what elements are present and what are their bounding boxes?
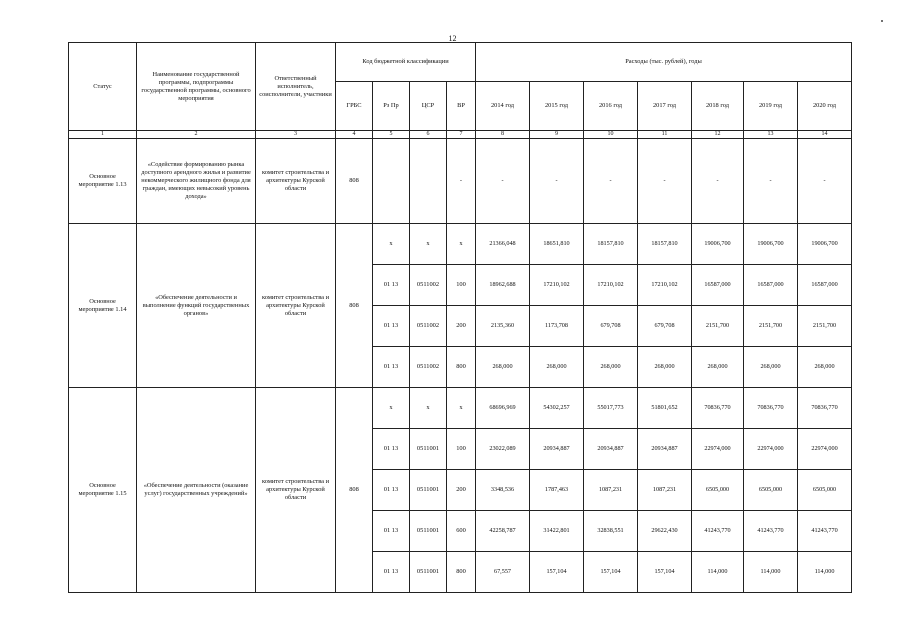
csr-cell: 0511001 — [410, 511, 447, 552]
expense-value-cell: 20934,887 — [638, 429, 692, 470]
header-year-2017: 2017 год — [638, 82, 692, 131]
vr-cell: 800 — [447, 347, 476, 388]
csr-cell: 0511002 — [410, 306, 447, 347]
measure-name-cell: «Обеспечение деятельности (оказание услуг) государственных учреждений» — [137, 388, 256, 593]
header-year-2014: 2014 год — [476, 82, 530, 131]
expense-value-cell: 70836,770 — [744, 388, 798, 429]
column-number: 13 — [744, 131, 798, 139]
rzpr-cell: 01 13 — [373, 306, 410, 347]
expense-value-cell: 114,000 — [744, 552, 798, 593]
csr-cell — [410, 139, 447, 224]
column-number: 9 — [530, 131, 584, 139]
header-code-rzpr: Рз Пр — [373, 82, 410, 131]
expense-value-cell: 268,000 — [798, 347, 852, 388]
grbs-cell: 808 — [336, 224, 373, 388]
expense-value-cell: 41243,770 — [744, 511, 798, 552]
expense-value-cell: 22974,000 — [798, 429, 852, 470]
expense-value-cell: 1087,231 — [584, 470, 638, 511]
expense-value-cell: 23022,089 — [476, 429, 530, 470]
csr-cell: 0511002 — [410, 265, 447, 306]
header-year-2016: 2016 год — [584, 82, 638, 131]
expense-value-cell: 32838,551 — [584, 511, 638, 552]
column-number: 11 — [638, 131, 692, 139]
expense-value-cell: 22974,000 — [692, 429, 744, 470]
table-row — [69, 139, 852, 224]
expense-value-cell: - — [476, 139, 530, 224]
header-budget-code-group: Код бюджетной классификации — [336, 43, 476, 82]
column-number: 10 — [584, 131, 638, 139]
expense-value-cell: 679,708 — [638, 306, 692, 347]
responsible-cell: комитет строительства и архитектуры Курской области — [256, 388, 336, 593]
expense-value-cell: 54302,257 — [530, 388, 584, 429]
header-row-1 — [69, 43, 852, 82]
rzpr-cell: 01 13 — [373, 429, 410, 470]
expense-value-cell: 16587,000 — [744, 265, 798, 306]
expense-value-cell: 6505,000 — [798, 470, 852, 511]
expense-value-cell: 70836,770 — [692, 388, 744, 429]
expense-value-cell: 18157,810 — [584, 224, 638, 265]
expense-value-cell: 268,000 — [744, 347, 798, 388]
expense-value-cell: 22974,000 — [744, 429, 798, 470]
expense-value-cell: 2151,700 — [692, 306, 744, 347]
expense-value-cell: 17210,102 — [638, 265, 692, 306]
rzpr-cell: 01 13 — [373, 347, 410, 388]
expense-value-cell: 31422,801 — [530, 511, 584, 552]
expense-value-cell: 19006,700 — [744, 224, 798, 265]
expense-value-cell: - — [530, 139, 584, 224]
header-code-vr: ВР — [447, 82, 476, 131]
expense-value-cell: 19006,700 — [692, 224, 744, 265]
expense-value-cell: 55017,773 — [584, 388, 638, 429]
expense-value-cell: 51801,652 — [638, 388, 692, 429]
csr-cell: 0511002 — [410, 347, 447, 388]
expense-value-cell: - — [638, 139, 692, 224]
expense-value-cell: 268,000 — [638, 347, 692, 388]
expense-value-cell: 114,000 — [798, 552, 852, 593]
expense-value-cell: 20934,887 — [530, 429, 584, 470]
csr-cell: х — [410, 224, 447, 265]
header-code-csr: ЦСР — [410, 82, 447, 131]
vr-cell: х — [447, 224, 476, 265]
vr-cell: 200 — [447, 306, 476, 347]
expense-value-cell: 2135,360 — [476, 306, 530, 347]
expense-value-cell: 2151,700 — [744, 306, 798, 347]
grbs-cell: 808 — [336, 139, 373, 224]
expense-value-cell: 18962,688 — [476, 265, 530, 306]
header-expenses-group: Расходы (тыс. рублей), годы — [476, 43, 852, 82]
header-responsible: Ответственный исполнитель, соисполнители, участники — [256, 43, 336, 131]
csr-cell: х — [410, 388, 447, 429]
expense-value-cell: 41243,770 — [798, 511, 852, 552]
header-year-2018: 2018 год — [692, 82, 744, 131]
expense-value-cell: 16587,000 — [692, 265, 744, 306]
expense-value-cell: - — [692, 139, 744, 224]
vr-cell: 200 — [447, 470, 476, 511]
expense-value-cell: 157,104 — [638, 552, 692, 593]
scan-speck — [881, 20, 883, 22]
expense-value-cell: 17210,102 — [530, 265, 584, 306]
expense-value-cell: 42258,787 — [476, 511, 530, 552]
vr-cell: х — [447, 388, 476, 429]
status-cell: Основное мероприятие 1.15 — [69, 388, 137, 593]
responsible-cell: комитет строительства и архитектуры Курской области — [256, 224, 336, 388]
expense-value-cell: 20934,887 — [584, 429, 638, 470]
rzpr-cell: 01 13 — [373, 511, 410, 552]
header-year-2019: 2019 год — [744, 82, 798, 131]
header-code-grbs: ГРБС — [336, 82, 373, 131]
header-name: Наименование государственной программы, подпрограммы государственной программы, основного мероприятия — [137, 43, 256, 131]
expense-value-cell: 1173,708 — [530, 306, 584, 347]
expense-value-cell: 157,104 — [584, 552, 638, 593]
rzpr-cell: 01 13 — [373, 470, 410, 511]
csr-cell: 0511001 — [410, 552, 447, 593]
header-year-2020: 2020 год — [798, 82, 852, 131]
column-number: 4 — [336, 131, 373, 139]
expense-value-cell: 67,557 — [476, 552, 530, 593]
expense-value-cell: 70836,770 — [798, 388, 852, 429]
measure-name-cell: «Обеспечение деятельности и выполнение функций государственных органов» — [137, 224, 256, 388]
vr-cell: 100 — [447, 265, 476, 306]
expense-value-cell: 16587,000 — [798, 265, 852, 306]
budget-table — [68, 42, 852, 593]
expense-value-cell: - — [744, 139, 798, 224]
responsible-cell: комитет строительства и архитектуры Курской области — [256, 139, 336, 224]
page-number: 12 — [448, 34, 457, 43]
expense-value-cell: 268,000 — [584, 347, 638, 388]
measure-name-cell: «Содействие формированию рынка доступного арендного жилья и развитие некоммерческого жилищного фонда для граждан, имеющих невысокий уровень дохода» — [137, 139, 256, 224]
expense-value-cell: 157,104 — [530, 552, 584, 593]
expense-value-cell: 17210,102 — [584, 265, 638, 306]
csr-cell: 0511001 — [410, 470, 447, 511]
expense-value-cell: 2151,700 — [798, 306, 852, 347]
column-number: 6 — [410, 131, 447, 139]
rzpr-cell: х — [373, 388, 410, 429]
column-number: 7 — [447, 131, 476, 139]
expense-value-cell: 1787,463 — [530, 470, 584, 511]
rzpr-cell — [373, 139, 410, 224]
expense-value-cell: 41243,770 — [692, 511, 744, 552]
status-cell: Основное мероприятие 1.13 — [69, 139, 137, 224]
column-number: 8 — [476, 131, 530, 139]
header-year-2015: 2015 год — [530, 82, 584, 131]
grbs-cell: 808 — [336, 388, 373, 593]
column-number: 2 — [137, 131, 256, 139]
table-row — [69, 224, 852, 265]
rzpr-cell: 01 13 — [373, 552, 410, 593]
expense-value-cell: 268,000 — [476, 347, 530, 388]
column-number-row — [69, 131, 852, 139]
table-row — [69, 388, 852, 429]
vr-cell: 600 — [447, 511, 476, 552]
expense-value-cell: 19006,700 — [798, 224, 852, 265]
expense-value-cell: 68696,969 — [476, 388, 530, 429]
expense-value-cell: 18651,810 — [530, 224, 584, 265]
expense-value-cell: 3348,536 — [476, 470, 530, 511]
column-number: 12 — [692, 131, 744, 139]
column-number: 1 — [69, 131, 137, 139]
rzpr-cell: х — [373, 224, 410, 265]
expense-value-cell: 679,708 — [584, 306, 638, 347]
expense-value-cell: 6505,000 — [692, 470, 744, 511]
header-status: Статус — [69, 43, 137, 131]
vr-cell: - — [447, 139, 476, 224]
expense-value-cell: 18157,810 — [638, 224, 692, 265]
vr-cell: 800 — [447, 552, 476, 593]
expense-value-cell: - — [584, 139, 638, 224]
column-number: 14 — [798, 131, 852, 139]
column-number: 5 — [373, 131, 410, 139]
expense-value-cell: - — [798, 139, 852, 224]
vr-cell: 100 — [447, 429, 476, 470]
rzpr-cell: 01 13 — [373, 265, 410, 306]
status-cell: Основное мероприятие 1.14 — [69, 224, 137, 388]
csr-cell: 0511001 — [410, 429, 447, 470]
column-number: 3 — [256, 131, 336, 139]
expense-value-cell: 114,000 — [692, 552, 744, 593]
expense-value-cell: 21366,048 — [476, 224, 530, 265]
expense-value-cell: 1087,231 — [638, 470, 692, 511]
expense-value-cell: 6505,000 — [744, 470, 798, 511]
expense-value-cell: 268,000 — [530, 347, 584, 388]
expense-value-cell: 29622,430 — [638, 511, 692, 552]
expense-value-cell: 268,000 — [692, 347, 744, 388]
